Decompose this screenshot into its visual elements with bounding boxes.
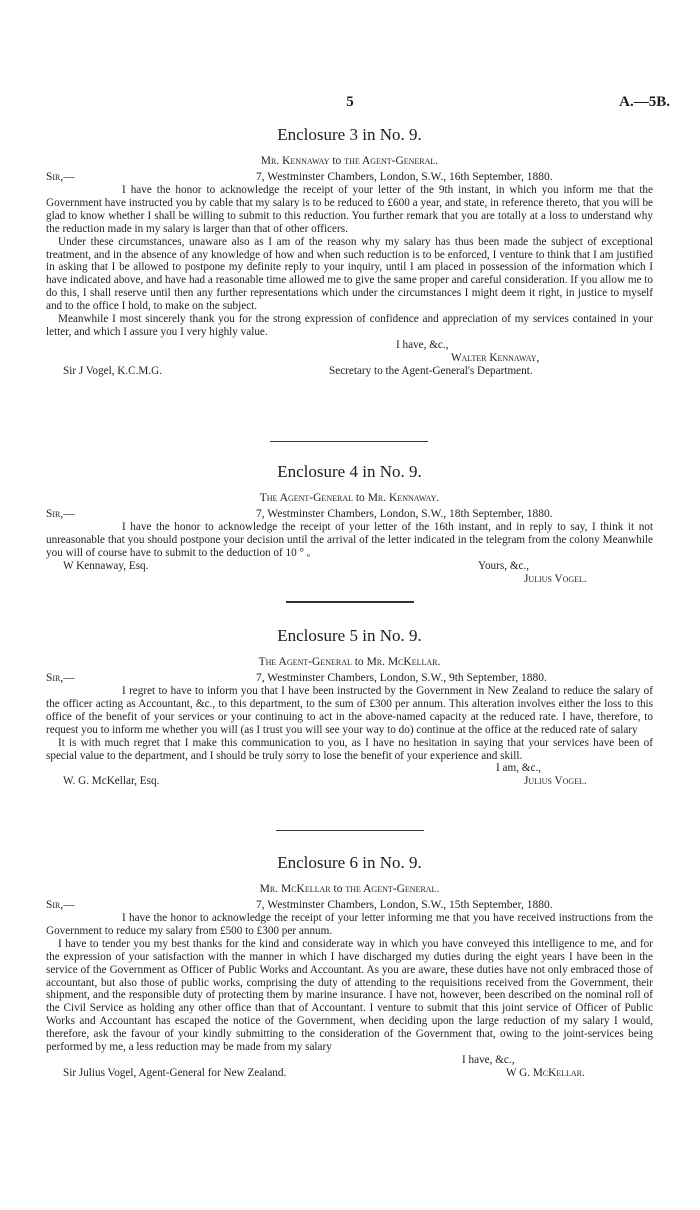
signature-line: [46, 775, 653, 788]
page-reference: A.—5B.: [619, 94, 670, 110]
closing-line: [46, 560, 653, 573]
addressee: W. G. McKellar, Esq.: [63, 775, 160, 788]
enclosure-subtitle: The Agent-General to Mr. McKellar.: [258, 656, 441, 668]
paragraph: It is with much regret that I make this communication to you, as I have no hesitation in saying that your services have been of special value to the department, and I should be truly sorry to lose the benefit of your experience and skill.: [46, 736, 653, 762]
closing: I am, &c.,: [496, 762, 542, 775]
signature-line: [46, 1067, 653, 1080]
addressee: W Kennaway, Esq.: [63, 559, 149, 572]
letter-header: [46, 671, 653, 685]
letter-body: [46, 685, 653, 762]
paragraph: I have the honor to acknowledge the receipt of your letter of the 9th instant, in which you inform me that the Government have instructed you by cable that my salary is to be reduced to £600 a year, and state, in reference thereto, that you will be glad to know whether I shall be willing to submit to this reduction. You further remark that you are totally at a loss to understand why the reduction made in my salary is larger than that of other officers.: [46, 184, 653, 235]
closing-line: [46, 1054, 653, 1067]
signature: Julius Vogel.: [524, 775, 587, 788]
salutation: Sir,—: [46, 171, 75, 183]
section-divider: [270, 441, 428, 442]
letter-address-date: 7, Westminster Chambers, London, S.W., 16th September, 1880.: [256, 171, 553, 183]
salutation: Sir,—: [46, 899, 75, 911]
addressee-line: [46, 365, 653, 378]
enclosure-heading: Enclosure 3 in No. 9.: [277, 125, 422, 144]
signature: Walter Kennaway,: [451, 351, 540, 364]
closing: I have, &c.,: [462, 1053, 515, 1066]
letter-body: [46, 912, 653, 1054]
enclosure-5: [46, 626, 653, 788]
enclosure-3: [46, 125, 653, 378]
enclosure-subtitle: The Agent-General to Mr. Kennaway.: [259, 492, 440, 504]
signature: W G. McKellar.: [506, 1066, 585, 1079]
section-divider: [276, 830, 424, 831]
paragraph: Under these circumstances, unaware also as I am of the reason why my salary has thus been made the subject of exceptional treatment, and in the absence of any knowledge of how and when such reduction is to be enforced, I venture to think that I am justified in asking that I be allowed to postpone my definite reply to your inquiry, until I am placed in possession of the information which I have indicated above, and have had a reasonable time allowed me to give the same proper and careful consideration. If you allow me to do this, I shall reserve until then any further representations which under the circumstances I might deem it right, in justice to myself and to the office I hold, to make on the subject.: [46, 235, 653, 313]
page-number: 5: [346, 94, 354, 110]
enclosure-4: [46, 462, 653, 586]
salutation: Sir,—: [46, 508, 75, 520]
letter-header: [46, 507, 653, 521]
letter-body: [46, 184, 653, 339]
closing: Yours, &c.,: [478, 559, 530, 572]
letter-address-date: 7, Westminster Chambers, London, S.W., 18th September, 1880.: [256, 508, 553, 520]
letter-body: [46, 521, 653, 560]
enclosure-subtitle: Mr. McKellar to the Agent-General.: [259, 883, 440, 895]
closing-line: [46, 762, 653, 775]
signature-title: Secretary to the Agent-General's Department.: [329, 364, 533, 377]
signature: Julius Vogel.: [524, 572, 587, 585]
enclosure-subtitle: Mr. Kennaway to the Agent-General.: [260, 155, 439, 167]
paragraph: I have the honor to acknowledge the receipt of your letter of the 16th instant, and in reply to say, I think it not unreasonable that you should postpone your decision until the arrival of the letter indicated in the telegram from the colony Meanwhile you will of course have to submit to the deduction of 10 ° ₒ: [46, 521, 653, 559]
closing-line: [46, 339, 653, 352]
enclosure-heading: Enclosure 4 in No. 9.: [277, 462, 422, 481]
paragraph: I have to tender you my best thanks for the kind and considerate way in which you have conveyed this intelligence to me, and for the expression of your satisfaction with the manner in which I have discharged my duties during the eight years I have been in the service of the Government as Officer of Public Works and Accountant. As you are aware, these duties have not only embraced those of accountant, but also those of public works, comprising the duty of attending to the requisitions received from the Government, their shipment, and the responsible duty of protecting them by marine insurance. I have not, however, been described on the nominal roll of the Civil Service as holding any other office than that of Accountant. I venture to submit that this joint service of Officer of Public Works and Accountant has escaped the notice of the Government, when deciding upon the large reduction of my salary I would, therefore, ask the favour of your kindly submitting to the consideration of the Government that, owing to the joint-services being performed by me, a less reduction may be made from my salary: [46, 937, 653, 1054]
letter-address-date: 7, Westminster Chambers, London, S.W., 9th September, 1880.: [256, 672, 547, 684]
addressee: Sir J Vogel, K.C.M.G.: [63, 364, 163, 377]
signature-line: [46, 573, 653, 586]
enclosure-6: [46, 853, 653, 1080]
enclosure-heading: Enclosure 6 in No. 9.: [277, 853, 422, 872]
letter-address-date: 7, Westminster Chambers, London, S.W., 15th September, 1880.: [256, 899, 553, 911]
section-divider: [286, 601, 414, 603]
letter-header: [46, 170, 653, 184]
paragraph: I have the honor to acknowledge the receipt of your letter informing me that you have received instructions from the Government to reduce my salary from £500 to £300 per annum.: [46, 912, 653, 937]
enclosure-heading: Enclosure 5 in No. 9.: [277, 626, 422, 645]
salutation: Sir,—: [46, 672, 75, 684]
paragraph: Meanwhile I most sincerely thank you for the strong expression of confidence and appreciation of my services contained in your letter, and which I assure you I very highly value.: [46, 313, 653, 338]
letter-header: [46, 898, 653, 912]
paragraph: I regret to have to inform you that I have been instructed by the Government in New Zealand to reduce the salary of the officer acting as Accountant, &c., to this department, to the sum of £300 per annum. This alteration involves either the loss to this office of the benefit of your services or your continuing to act in the above-named capacity at the reduced rate. I have, therefore, to request you to inform me whether you will (as I trust you will see your way to do) continue at the office at the reduced rate of salary: [46, 685, 653, 736]
signature-line: [46, 352, 653, 365]
addressee: Sir Julius Vogel, Agent-General for New Zealand.: [63, 1066, 287, 1079]
closing: I have, &c.,: [396, 338, 449, 351]
